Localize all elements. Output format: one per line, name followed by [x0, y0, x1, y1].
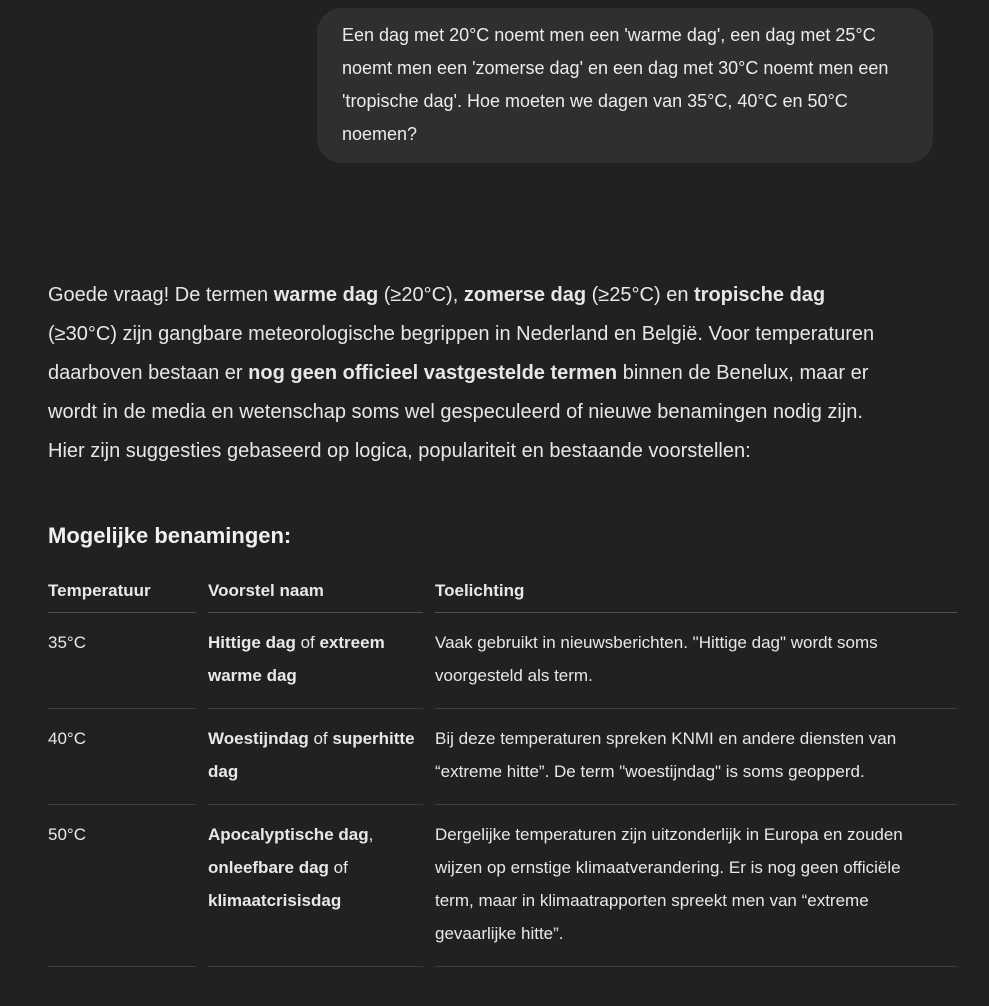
text-segment-bold: Woestijndag	[208, 729, 309, 748]
user-message-bubble	[317, 8, 933, 163]
text-segment-bold: nog geen officieel vastgestelde termen	[248, 362, 618, 384]
cell-explanation: Dergelijke temperaturen zijn uitzonderlijk in Europa en zouden wijzen op ernstige klimaatverandering. Er is nog geen officiële term, maar in klimaatrapporten spreekt men van “extreme gevaarlijke hitte”.	[435, 805, 957, 967]
text-segment-bold: Apocalyptische dag	[208, 825, 369, 844]
cell-proposed-name	[208, 805, 435, 967]
cell-temperature: 50°C	[48, 805, 208, 967]
user-message-text: Een dag met 20°C noemt men een 'warme dag', een dag met 25°C noemt men een 'zomerse dag' en een dag met 30°C noemt men een 'tropische dag'. Hoe moeten we dagen van 35°C, 40°C en 50°C noemen?	[342, 25, 889, 144]
text-segment: of	[308, 729, 333, 748]
text-segment-bold: extreem warme dag	[208, 633, 385, 685]
text-segment-bold: tropische dag	[694, 284, 826, 306]
text-segment-bold: onleefbare dag	[208, 858, 329, 877]
cell-explanation: Vaak gebruikt in nieuwsberichten. "Hittige dag" wordt soms voorgesteld als term.	[435, 613, 957, 709]
text-segment-bold: zomerse dag	[463, 284, 587, 306]
text-segment: (≥30°C) zijn gangbare meteorologische begrippen in Nederland en België. Voor temperaturen daarboven bestaan er	[48, 323, 875, 384]
cell-temperature: 35°C	[48, 613, 208, 709]
cell-proposed-name	[208, 709, 435, 805]
user-message-row	[0, 0, 989, 163]
text-segment-bold: warme dag	[273, 284, 379, 306]
text-segment-bold: superhitte dag	[208, 729, 415, 781]
table-header-row	[48, 580, 957, 613]
naming-table	[48, 580, 957, 967]
text-segment: (≥25°C) en	[586, 284, 694, 306]
text-segment: Goede vraag! De termen	[48, 284, 274, 306]
text-segment: (≥20°C),	[378, 284, 464, 306]
table-row-35c	[48, 613, 957, 709]
table-row-50c	[48, 805, 957, 967]
cell-temperature: 40°C	[48, 709, 208, 805]
column-header-temperatuur: Temperatuur	[48, 580, 208, 613]
column-header-toelichting: Toelichting	[435, 580, 957, 613]
table-row-40c	[48, 709, 957, 805]
assistant-response	[48, 276, 957, 967]
text-segment-bold: klimaatcrisisdag	[208, 891, 342, 910]
text-segment: of	[295, 633, 320, 652]
assistant-intro-paragraph	[48, 276, 896, 471]
text-segment: of	[328, 858, 348, 877]
section-heading: Mogelijke benamingen:	[48, 523, 292, 548]
column-header-voorstel-naam: Voorstel naam	[208, 580, 435, 613]
text-segment: binnen de Benelux, maar er wordt in de media en wetenschap soms wel gespeculeerd of nieuwe benamingen nodig zijn. Hier zijn suggesties gebaseerd op logica, populariteit en bestaande voorstellen:	[48, 362, 869, 462]
cell-proposed-name	[208, 613, 435, 709]
text-segment: ,	[368, 825, 374, 844]
text-segment-bold: Hittige dag	[208, 633, 296, 652]
cell-explanation: Bij deze temperaturen spreken KNMI en andere diensten van “extreme hitte”. De term "woestijndag" is soms geopperd.	[435, 709, 957, 805]
